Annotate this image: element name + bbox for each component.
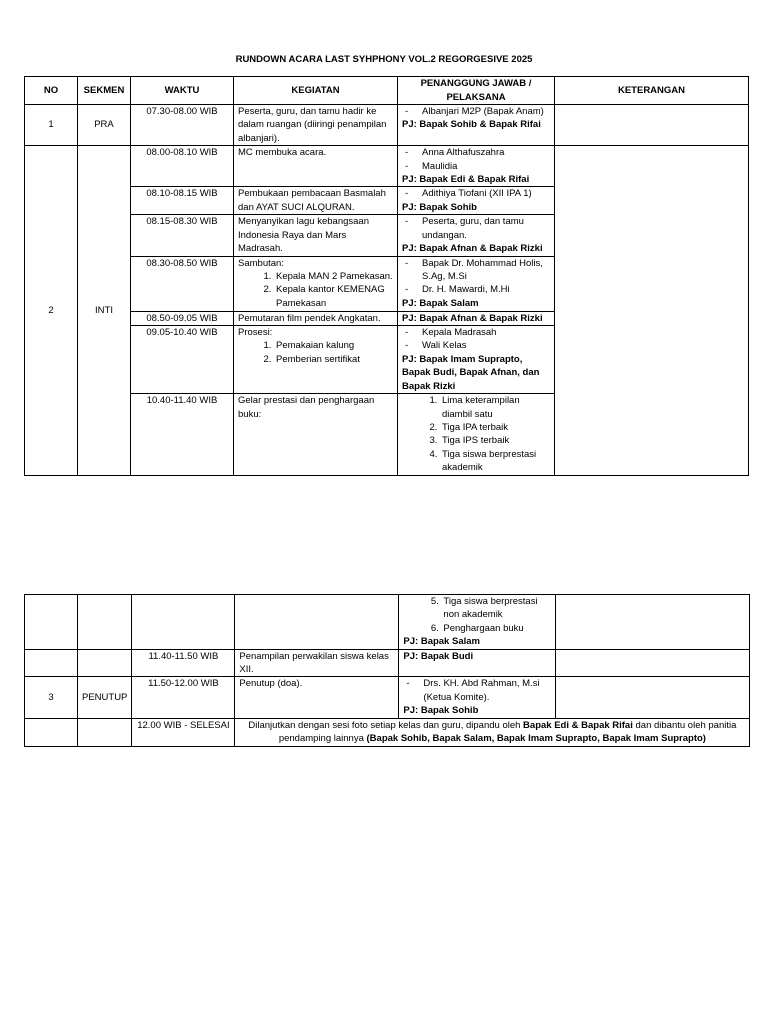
pj-label: PJ: Bapak Budi: [403, 650, 474, 662]
cell-pelaksana: [398, 105, 555, 146]
cell-kegiatan: Menyanyikan lagu kebangsaan Indonesia Raya dan Mars Madrasah.: [234, 215, 398, 256]
cell-sekmen: [78, 649, 132, 677]
cell-kegiatan: [234, 326, 398, 394]
cell-sekmen: PRA: [78, 105, 131, 146]
list-item: 1. Pemakaian kalung: [274, 339, 393, 352]
cell-kegiatan: MC membuka acara.: [234, 146, 398, 187]
pj-label: PJ: Bapak Afnan & Bapak Rizki: [402, 243, 543, 255]
list-item: - Adithiya Tiofani (XII IPA 1): [402, 187, 550, 200]
cell-sekmen: INTI: [78, 146, 131, 476]
cell-waktu: 11.40-11.50 WIB: [132, 649, 235, 677]
cell-waktu: 12.00 WIB - SELESAI: [132, 718, 235, 746]
cell-keterangan: [556, 595, 750, 650]
cell-pelaksana: [398, 394, 555, 476]
header-waktu: WAKTU: [131, 77, 234, 105]
list-item: - Dr. H. Mawardi, M.Hi: [402, 283, 550, 296]
cell-sekmen: [78, 595, 132, 650]
pj-label: PJ: Bapak Salam: [403, 636, 480, 648]
cell-waktu: 08.15-08.30 WIB: [131, 215, 234, 256]
table-row: [25, 677, 750, 718]
header-kegiatan: KEGIATAN: [234, 77, 398, 105]
kegiatan-heading: Sambutan:: [238, 257, 284, 269]
cell-kegiatan: [234, 256, 398, 311]
cell-kegiatan: Penutup (doa).: [235, 677, 399, 718]
list-item: - Wali Kelas: [402, 339, 550, 352]
cell-pelaksana: [399, 677, 556, 718]
header-penanggung-jawab: PENANGGUNG JAWAB / PELAKSANA: [398, 77, 555, 105]
list-item: - Bapak Dr. Mohammad Holis, S.Ag, M.Si: [402, 257, 550, 284]
cell-waktu: [132, 595, 235, 650]
table-row: [25, 595, 750, 650]
cell-pelaksana: [398, 326, 555, 394]
cell-pelaksana: [398, 146, 555, 187]
list-item: 3. Tiga IPS terbaik: [440, 434, 550, 447]
list-item: - Peserta, guru, dan tamu undangan.: [402, 215, 550, 242]
document-title: RUNDOWN ACARA LAST SYHPHONY VOL.2 REGORGESIVE 2025: [235, 54, 533, 65]
list-item: - Drs. KH. Abd Rahman, M.si (Ketua Komite).: [403, 677, 551, 704]
cell-kegiatan: Penampilan perwakilan siswa kelas XII.: [235, 649, 399, 677]
header-sekmen: SEKMEN: [78, 77, 131, 105]
cell-waktu: 08.50-09.05 WIB: [131, 311, 234, 325]
table-row: [25, 718, 750, 746]
list-item: 6. Penghargaan buku: [441, 622, 551, 635]
cell-waktu: 08.30-08.50 WIB: [131, 256, 234, 311]
kegiatan-heading: Prosesi:: [238, 327, 273, 339]
cell-no: [25, 595, 78, 650]
pj-label: PJ: Bapak Sohib & Bapak Rifai: [402, 119, 541, 131]
table-row: [25, 649, 750, 677]
cell-waktu: 07.30-08.00 WIB: [131, 105, 234, 146]
cell-kegiatan: [235, 595, 399, 650]
cell-pelaksana: [398, 215, 555, 256]
cell-waktu: 08.10-08.15 WIB: [131, 187, 234, 215]
cell-keterangan: [555, 146, 749, 476]
cell-no: [25, 718, 78, 746]
cell-pelaksana: [399, 595, 556, 650]
cell-kegiatan: Gelar prestasi dan penghargaan buku:: [234, 394, 398, 476]
cell-no: 3: [25, 677, 78, 718]
cell-kegiatan: Pembukaan pembacaan Basmalah dan AYAT SUCI ALQURAN.: [234, 187, 398, 215]
list-item: 2. Tiga IPA terbaik: [440, 421, 550, 434]
cell-closing-note: Dilanjutkan dengan sesi foto setiap kelas dan guru, dipandu oleh Bapak Edi & Bapak Rifai dan dibantu oleh panitia pendamping lainnya (Bapak Sohib, Bapak Salam, Bapak Imam Suprapto, Bapak Imam Suprapto): [235, 718, 750, 746]
cell-pelaksana: [398, 256, 555, 311]
list-item: 1. Lima keterampilan diambil satu: [440, 394, 550, 421]
table-row: [25, 146, 749, 187]
table-header-row: [25, 77, 749, 105]
table-row: [25, 105, 749, 146]
cell-waktu: 11.50-12.00 WIB: [132, 677, 235, 718]
list-item: 2. Kepala kantor KEMENAG Pamekasan: [274, 283, 393, 310]
cell-keterangan: [555, 105, 749, 146]
cell-kegiatan: Pemutaran film pendek Angkatan.: [234, 311, 398, 325]
cell-pelaksana: [399, 649, 556, 677]
rundown-table-part-1: [24, 76, 749, 476]
cell-no: [25, 649, 78, 677]
pj-label: PJ: Bapak Salam: [402, 297, 479, 309]
cell-keterangan: [556, 649, 750, 677]
pj-label: PJ: Bapak Imam Suprapto, Bapak Budi, Bapak Afnan, dan Bapak Rizki: [402, 353, 540, 392]
list-item: - Kepala Madrasah: [402, 326, 550, 339]
list-item: 5. Tiga siswa berprestasi non akademik: [441, 595, 551, 622]
list-item: 1. Kepala MAN 2 Pamekasan.: [274, 270, 393, 283]
cell-pelaksana: [398, 187, 555, 215]
cell-pelaksana: [398, 311, 555, 325]
list-item: - Anna Althafuszahra: [402, 146, 550, 159]
list-item: - Maulidia: [402, 160, 550, 173]
pj-label: PJ: Bapak Sohib: [402, 201, 477, 213]
cell-kegiatan: Peserta, guru, dan tamu hadir ke dalam ruangan (diiringi penampilan albanjari).: [234, 105, 398, 146]
cell-waktu: 09.05-10.40 WIB: [131, 326, 234, 394]
list-item: 2. Pemberian sertifikat: [274, 353, 393, 366]
cell-keterangan: [556, 677, 750, 718]
list-item: 4. Tiga siswa berprestasi akademik: [440, 448, 550, 475]
cell-sekmen: PENUTUP: [78, 677, 132, 718]
list-item: - Albanjari M2P (Bapak Anam): [402, 105, 550, 118]
cell-no: 1: [25, 105, 78, 146]
cell-sekmen: [78, 718, 132, 746]
pj-label: PJ: Bapak Afnan & Bapak Rizki: [402, 312, 543, 324]
cell-no: 2: [25, 146, 78, 476]
cell-waktu: 08.00-08.10 WIB: [131, 146, 234, 187]
header-no: NO: [25, 77, 78, 105]
pj-label: PJ: Bapak Sohib: [403, 705, 479, 717]
cell-waktu: 10.40-11.40 WIB: [131, 394, 234, 476]
header-keterangan: KETERANGAN: [555, 77, 749, 105]
pj-label: PJ: Bapak Edi & Bapak Rifai: [402, 174, 530, 186]
rundown-table-part-2: [24, 594, 750, 747]
